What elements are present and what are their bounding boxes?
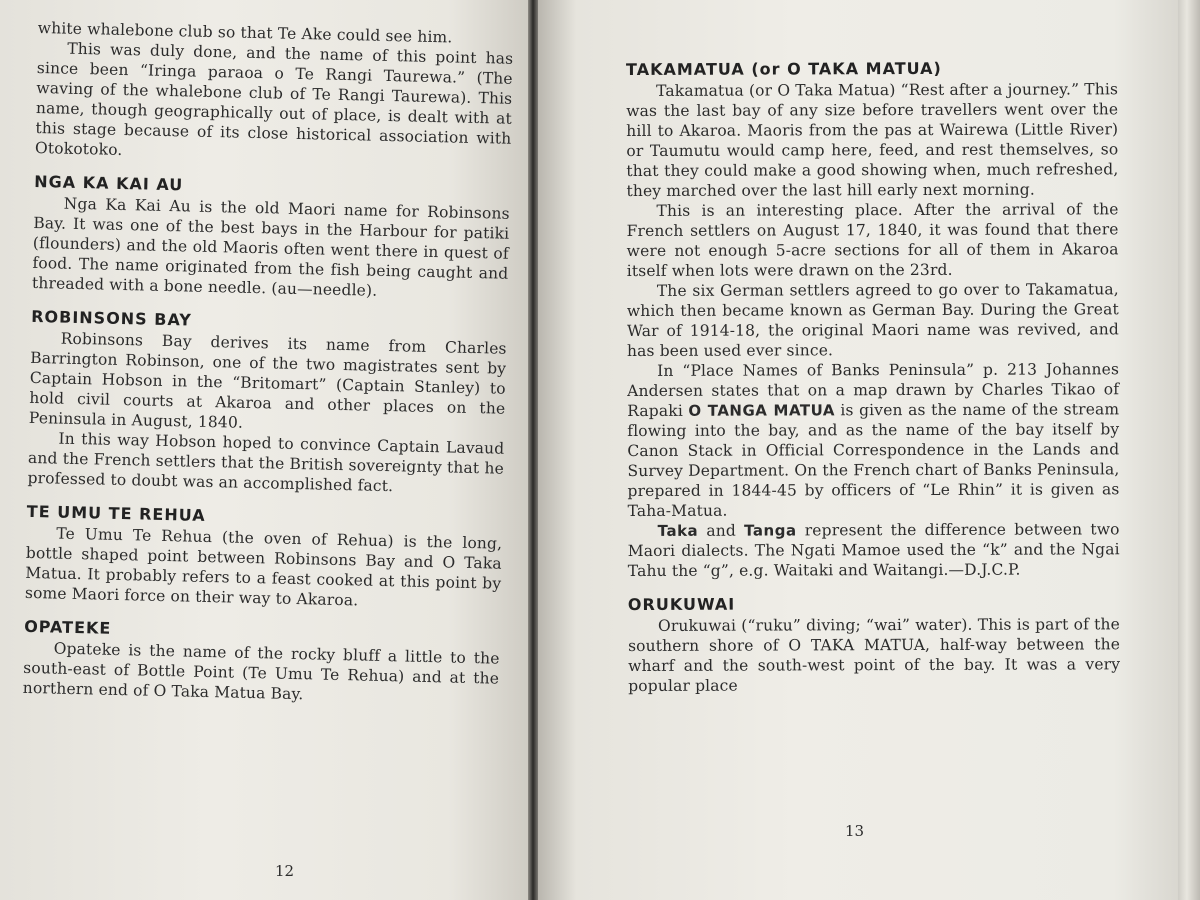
heading-takamatua: TAKAMATUA (or O TAKA MATUA) <box>626 58 942 79</box>
left-page <box>0 0 528 900</box>
paragraph: Robinsons Bay derives its name from Charles Barrington Robinson, one of the two magistrates sent by Captain Hobson in the “Britomart” (Captain Stanley) to hold civil courts at Akaroa and other places on the Peninsula in August, 1840. <box>28 329 507 432</box>
bold-term: Taka <box>657 521 699 540</box>
heading-nga-ka-kai-au: NGA KA KAI AU <box>34 171 184 195</box>
right-page-text <box>626 58 1120 696</box>
paragraph-place-names <box>627 359 1120 521</box>
bold-term: O TANGA MATUA <box>688 401 835 420</box>
heading-te-umu-te-rehua: TE UMU TE REHUA <box>26 501 206 525</box>
paragraph: Nga Ka Kai Au is the old Maori name for Robinsons Bay. It was one of the best bays in the Harbour for patiki (flounders) and the old Maoris often went there in quest of food. The name originated from the fish being caught and threaded with a bone needle. (au—needle). <box>31 194 510 300</box>
text-run: In “Place Names of Banks Peninsula” p. 213 Johannes Andersen states that on a map drawn by Charles Tikao of Rapaki <box>627 360 1120 420</box>
page-number-left: 12 <box>275 862 295 880</box>
right-page <box>538 0 1178 900</box>
paragraph: The six German settlers agreed to go over to Takamatua, which then became known as German Bay. During the Great War of 1914-18, the original Maori name was revived, and has been used ever since. <box>626 280 1119 360</box>
continuation-paragraph: This was duly done, and the name of this point has since been “Iringa paraoa o Te Rangi Taurewa.” (The waving of the whalebone club of Te Rangi Taurewa). This name, though geographically out of place, is dealt with at this stage because of its close historical association with Otokotoko. <box>34 39 514 159</box>
page-edges <box>1178 0 1200 900</box>
paragraph: Te Umu Te Rehua (the oven of Rehua) is the long, bottle shaped point between Robinsons Bay and O Taka Matua. It probably refers to a feast cooked at this point by some Maori force on their way to Akaroa. <box>24 524 503 610</box>
heading-orukuwai: ORUKUWAI <box>627 594 736 614</box>
book-spine <box>528 0 538 900</box>
text-run: is given as the name of the stream flowing into the bay, and as the name of the bay itself by Canon Stack in Official Correspondence in the Lands and Survey Department. On the French chart of Banks Peninsula, prepared in 1844-45 by officers of “Le Rhin” it is given as Taha-Matua. <box>627 400 1120 520</box>
text-run: represent the difference between two Maori dialects. The Ngati Mamoe used the “k” and the Ngai Tahu the “g”, e.g. Waitaki and Waitangi.—D.J.C.P. <box>627 520 1120 580</box>
paragraph: Opateke is the name of the rocky bluff a little to the south-east of Bottle Point (Te Umu Te Rehua) and at the northern end of O Taka Matua Bay. <box>22 639 500 704</box>
left-page-text <box>23 18 514 709</box>
heading-opateke: OPATEKE <box>23 616 112 638</box>
page-number-right: 13 <box>845 822 865 840</box>
continuation-line: white whalebone club so that Te Ake could see him. <box>37 18 453 47</box>
bold-term: Tanga <box>744 521 797 540</box>
paragraph: In this way Hobson hoped to convince Captain Lavaud and the French settlers that the British sovereignty that he professed to doubt was an accomplished fact. <box>27 429 505 496</box>
text-run: and <box>706 521 736 540</box>
paragraph: This is an interesting place. After the arrival of the French settlers on August 17, 1840, it was found that there were not enough 5-acre sections for all of them in Akaroa itself when lots were drawn on the 23rd. <box>626 200 1119 280</box>
paragraph: Takamatua (or O Taka Matua) “Rest after a journey.” This was the last bay of any size before travellers went over the hill to Akaroa. Maoris from the pas at Wairewa (Little River) or Taumutu would camp here, feed, and rest themselves, so that they could make a good showing when, much refreshed, they marched over the last hill early next morning. <box>626 80 1119 200</box>
paragraph: Orukuwai (“ruku” diving; “wai” water). This is part of the southern shore of O TAKA MATUA, half-way between the wharf and the south-west point of the bay. It was a very popular place <box>628 615 1121 695</box>
heading-robinsons-bay: ROBINSONS BAY <box>31 306 193 330</box>
paragraph-dialects <box>628 519 1120 581</box>
